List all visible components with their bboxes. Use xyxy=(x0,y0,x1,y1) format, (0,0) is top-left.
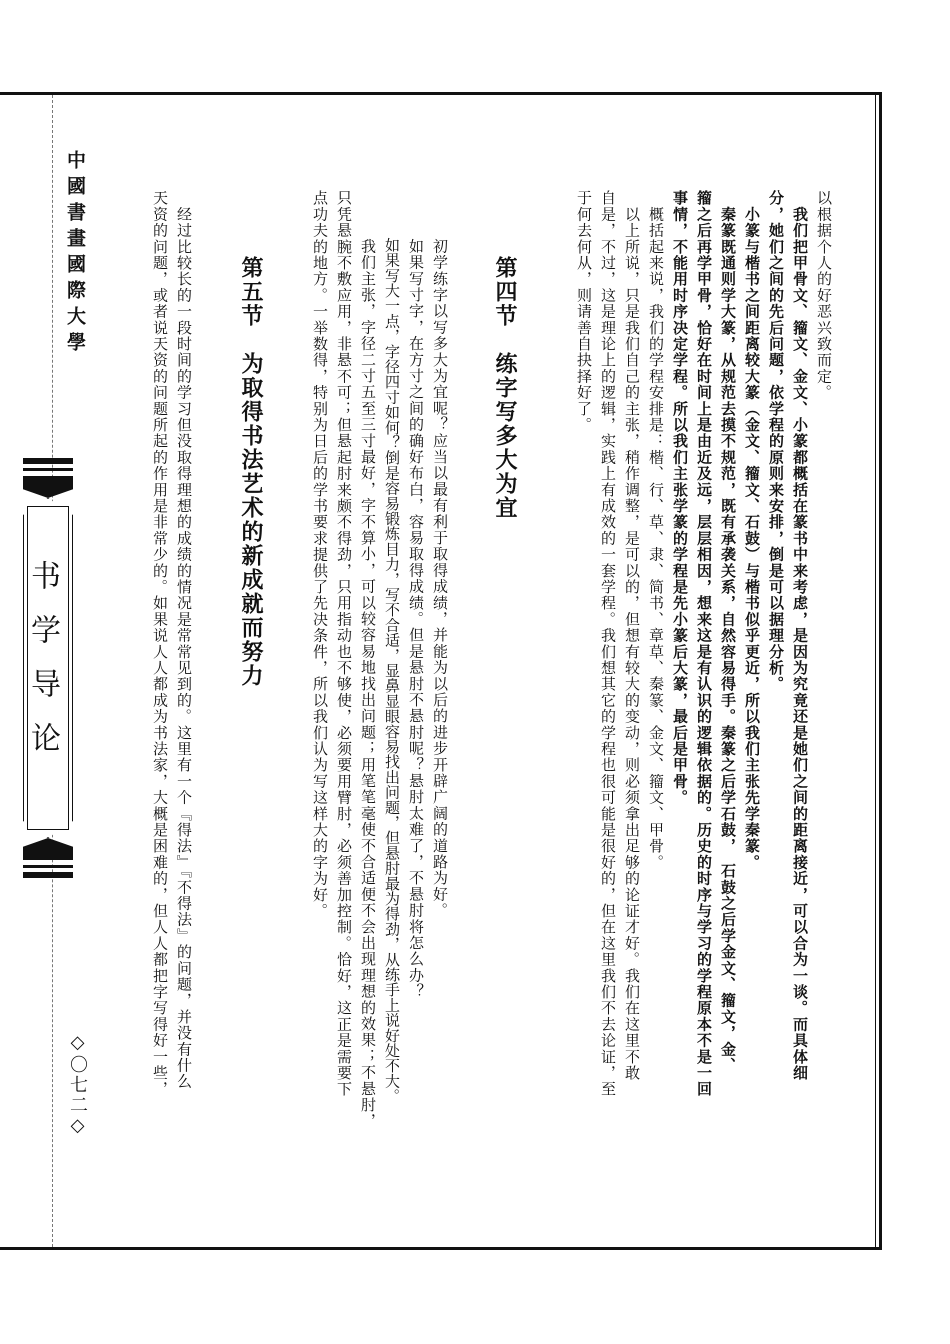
ornament-cap xyxy=(23,838,73,860)
ornament-bar xyxy=(23,872,73,878)
text-column: 点功夫的地方。一举数得，特别为日后的学书要求提供了先决条件，所以我们认为写这样大的字为好。 xyxy=(311,190,329,919)
text-column: 秦篆既通则学大篆，从规范去摸不规范，既有承袭关系，自然容易得手。秦篆之后学石鼓， 石鼓之后学金文、籀文，金、 xyxy=(719,190,737,1074)
section-heading: 第四节 练字写多大为宜 xyxy=(492,256,518,520)
text-column: 我们主张，字径二寸五至三寸最好，字不算小，可以较容易地找出问题；用笔笔毫使不合适便不会出现理想的效果；不悬肘， xyxy=(359,222,377,1130)
section-heading: 第五节 为取得书法艺术的新成就而努力 xyxy=(238,256,264,688)
text-column: 初学练字以写多大为宜呢？应当以最有利于取得成绩，并能为以后的进步开辟广阔的道路为好。 xyxy=(431,222,449,919)
text-column: 于何去何从，则请善自抉择好了。 xyxy=(575,190,593,433)
text-column: 只凭悬腕不敷应用，非悬不可；但悬起肘来颇不得劲，只用指动也不够使，必须要用臂肘，必须善加控制。恰好，这正是需要下 xyxy=(335,190,353,1098)
text-column: 籀之后再学甲骨，恰好在时间上是由近及远，层层相因，想来这是有认识的逻辑依据的。历史的时序与学习的学程原本不是一回 xyxy=(695,190,713,1098)
ornament-bar xyxy=(23,468,73,471)
text-column: 天资的问题，或者说天资的问题所起的作用是非常少的。如果说人人都成为书法家，大概是困难的，但人人都把字写得好一些， xyxy=(151,190,169,1098)
text-column: 以上所说，只是我们自己的主张，稍作调整，是可以的，但想有较大的变动，则必须拿出足够的论证才好。我们在这里不敢 xyxy=(623,190,641,1081)
ornament-cap xyxy=(23,476,73,498)
text-column: 我们把甲骨文、籀文、金文、小篆都概括在篆书中来考虑，是因为究竟还是她们之间的距离接近，可以合为一谈。而具体细 xyxy=(791,190,809,1081)
text-column: 经过比较长的一段时间的学习但没取得理想的成绩的情况是常常见到的。这里有一个『得法』『不得法』的问题，并没有什么 xyxy=(175,190,193,1090)
book-title: 书学导论 xyxy=(25,560,60,776)
series-title: 中國書畫國際大學 xyxy=(64,150,86,358)
page-number: ◇〇七二◇ xyxy=(67,1032,88,1138)
text-column: 以根据个人的好恶兴致而定。 xyxy=(815,190,833,401)
text-column: 自是，不过，这是理论上的逻辑，实践上有成效的一套学程。我们想其它的学程也很可能是很好的，但在这里我们不去论证，至 xyxy=(599,190,617,1098)
text-column: 小篆与楷书之间距离较大篆（金文、籀文、石鼓）与楷书似乎更近，所以我们主张先学秦篆。 xyxy=(743,190,761,871)
ornament-bar xyxy=(23,458,73,464)
text-column: 概括起来说，我们的学程安排是：楷、行、草、隶、简书、章草、秦篆、金文、籀文、甲骨。 xyxy=(647,190,665,871)
ornament-bar xyxy=(23,865,73,868)
text-column: 分，她们之间的先后问题，依学程的原则来安排，倒是可以据理分析。 xyxy=(767,190,785,693)
text-column: 事情，不能用时序决定学程。所以我们主张学篆的学程是先小篆后大篆，最后是甲骨。 xyxy=(671,190,689,806)
text-column: 如果写大一点，字径四寸如何？倒是容易锻炼目力，写不合适，显鼻显眼容易找出问题，但悬肘最为得劲，从练手上说好处不大。 xyxy=(383,222,401,1104)
text-column: 如果写寸字，在方寸之间的确好布白，容易取得成绩。但是悬肘不悬肘呢？悬肘太难了，不悬肘将怎么办？ xyxy=(407,222,425,1000)
